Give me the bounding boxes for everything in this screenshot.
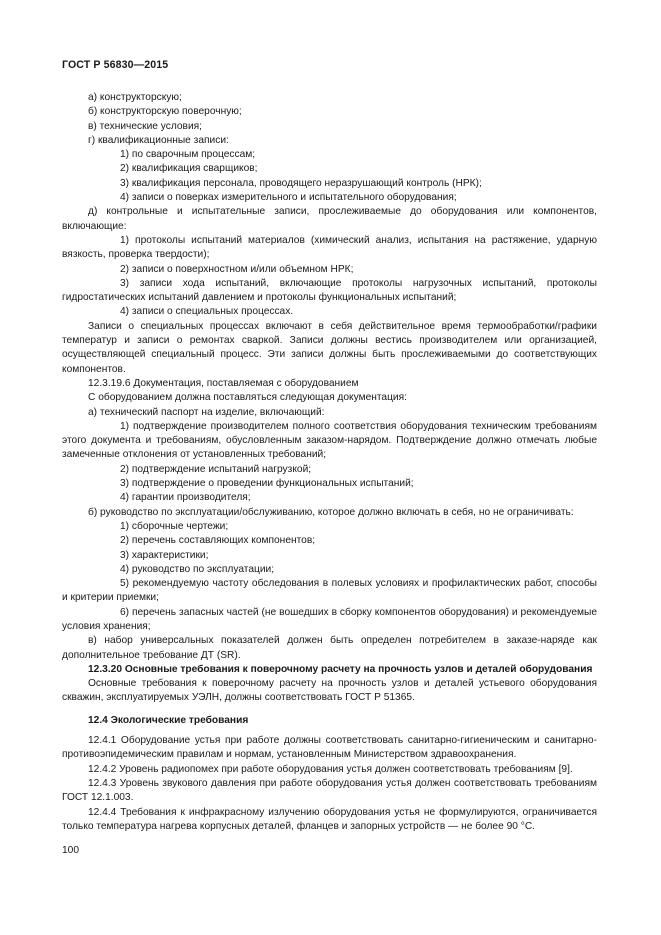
paragraph: С оборудованием должна поставляться следующая документация:: [88, 392, 407, 404]
sub-list-item: 1) сборочные чертежи;: [120, 520, 229, 532]
section-heading: 12.4 Экологические требования: [88, 714, 249, 726]
paragraph: Записи о специальных процессах включают в себя действительное время термообработки/графики температур и записи о ремонтах сваркой. Записи должны вестись производителем или организацией, осуществляющей специальный процесс. Эти записи должны быть прослеживаемыми до соответствующих компонентов.: [62, 320, 597, 375]
sub-list-item: 3) записи хода испытаний, включающие протоколы нагрузочных испытаний, протоколы гидростатических испытаний давлением и протоколы функциональных испытаний;: [62, 277, 597, 304]
paragraph: 12.4.4 Требования к инфракрасному излучению оборудования устья не формулируются, ограничивается только температура нагрева корпусных деталей, фланцев и запорных устройств — не более 90 °С.: [62, 806, 597, 832]
page-number: 100: [62, 845, 79, 856]
sub-list-item: 2) подтверждение испытаний нагрузкой;: [120, 463, 312, 475]
sub-list-item: 4) руководство по эксплуатации;: [120, 563, 275, 575]
clause-heading: 12.3.19.6 Документация, поставляемая с оборудованием: [88, 377, 359, 389]
list-item: в) технические условия;: [88, 120, 202, 132]
list-item: б) руководство по эксплуатации/обслуживанию, которое должно включать в себя, но не ограничивать:: [88, 506, 574, 518]
list-item: а) технический паспорт на изделие, включающий:: [88, 406, 325, 418]
list-item: д) контрольные и испытательные записи, прослеживаемые до оборудования или компонентов, включающие:: [62, 206, 597, 232]
sub-list-item: 2) квалификация сварщиков;: [120, 163, 258, 175]
sub-list-item: 6) перечень запасных частей (не вошедших в сборку компонентов оборудования) и рекомендуемые условия хранения;: [62, 606, 597, 632]
sub-list-item: 2) записи о поверхностном и/или объемном НРК;: [120, 263, 354, 275]
list-item: б) конструкторскую поверочную;: [88, 106, 242, 118]
sub-list-item: 2) перечень составляющих компонентов;: [120, 535, 316, 547]
sub-list-item: 3) подтверждение о проведении функциональных испытаний;: [120, 478, 414, 490]
sub-list-item: 3) квалификация персонала, проводящего неразрушающий контроль (НРК);: [120, 177, 482, 189]
paragraph: 12.4.3 Уровень звукового давления при работе оборудования устья должен соответствовать требованиям ГОСТ 12.1.003.: [62, 777, 597, 804]
paragraph: Основные требования к поверочному расчету на прочность узлов и деталей устьевого оборудования скважин, эксплуатируемых УЭЛН, должны соответствовать ГОСТ Р 51365.: [62, 678, 597, 704]
document-header: ГОСТ Р 56830—2015: [62, 59, 169, 71]
document-body: [62, 91, 597, 834]
sub-list-item: 1) подтверждение производителем полного соответствия оборудования техническим требованиям этого документа и требованиям, обусловленным заказом-нарядом. Подтверждение должно отмечать любые замеченные отклонения от установленных требований;: [62, 420, 597, 461]
sub-list-item: 3) характеристики;: [120, 549, 209, 561]
list-item: а) конструкторскую;: [88, 92, 182, 103]
list-item: г) квалификационные записи:: [88, 134, 229, 146]
list-item: в) набор универсальных показателей должен быть определен потребителем в заказе-наряде как дополнительное требование ДТ (SR).: [62, 635, 597, 661]
sub-list-item: 4) записи о поверках измерительного и испытательного оборудования;: [120, 192, 457, 204]
sub-list-item: 5) рекомендуемую частоту обследования в полевых условиях и профилактических работ, способы и критерии приемки;: [62, 578, 597, 604]
sub-list-item: 4) гарантии производителя;: [120, 492, 251, 504]
paragraph: 12.4.2 Уровень радиопомех при работе оборудования устья должен соответствовать требованиям [9].: [88, 763, 573, 775]
sub-list-item: 1) по сварочным процессам;: [120, 149, 256, 161]
sub-list-item: 1) протоколы испытаний материалов (химический анализ, испытания на растяжение, ударную вязкость, проверка твердости);: [62, 234, 597, 261]
paragraph: 12.4.1 Оборудование устья при работе должны соответствовать санитарно-гигиеническим и санитарно-противоэпидемическим правилам и нормам, установленным Министерством здравоохранения.: [62, 735, 597, 761]
section-heading: 12.3.20 Основные требования к поверочному расчету на прочность узлов и деталей оборудования: [88, 663, 593, 675]
sub-list-item: 4) записи о специальных процессах.: [120, 306, 294, 318]
